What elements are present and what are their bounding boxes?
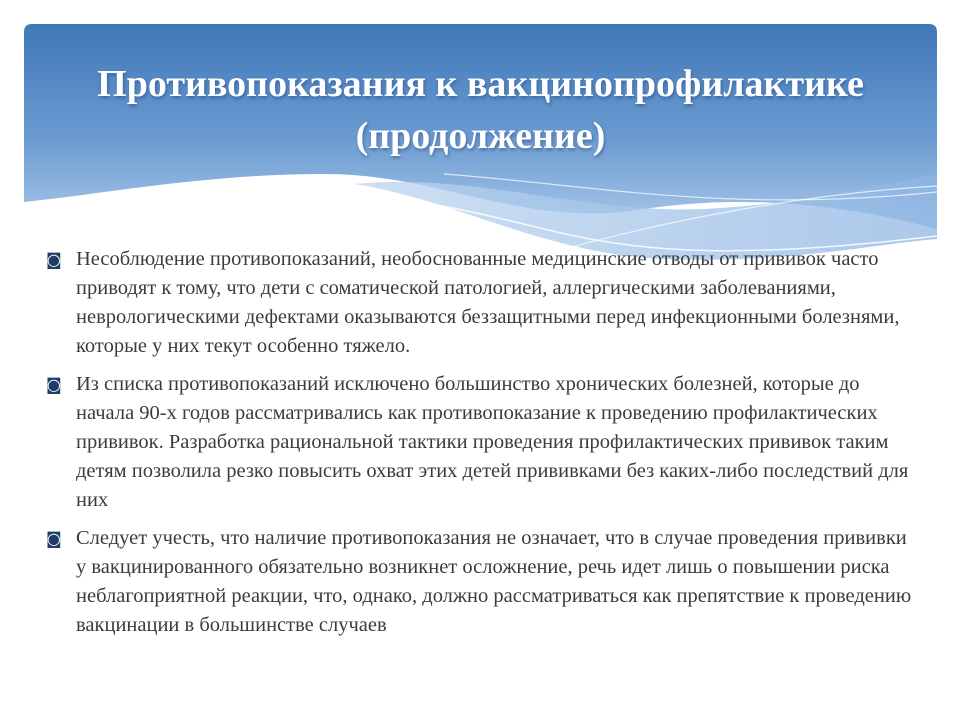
bullet-text: Несоблюдение противопоказаний, необоснованные медицинские отводы от прививок часто приводят к тому, что дети с соматической патологией, аллергическими заболеваниями, неврологическими дефектами оказываются беззащитными перед инфекционными болезнями, которые у них текут особенно тяжело. — [76, 248, 900, 357]
circle-in-square-icon: ◙ — [46, 529, 62, 548]
bullet-text: Из списка противопоказаний исключено большинство хронических болезней, которые до начала 90-х годов рассматривались как противопоказание к проведению профилактических прививок. Разработка рациональной тактики проведения профилактических прививок таким детям позволила резко повысить охват этих детей прививками без каких-либо последствий для них — [76, 373, 909, 511]
slide-title — [24, 58, 937, 162]
slide-title-line-1: Противопоказания к вакцинопрофилактике — [97, 63, 864, 105]
bullet-text: Следует учесть, что наличие противопоказания не означает, что в случае проведения прививки у вакцинированного обязательно возникнет осложнение, речь идет лишь о повышении риска неблагоприятной реакции, что, однако, должно рассматриваться как препятствие к проведению вакцинации в большинстве случаев — [76, 527, 912, 636]
bullet-item — [46, 245, 916, 361]
slide-title-line-2: (продолжение) — [355, 115, 606, 157]
bullet-item — [46, 524, 916, 640]
circle-in-square-icon: ◙ — [46, 375, 62, 394]
circle-in-square-icon: ◙ — [46, 250, 62, 269]
bullet-list — [46, 245, 916, 649]
bullet-item — [46, 370, 916, 515]
